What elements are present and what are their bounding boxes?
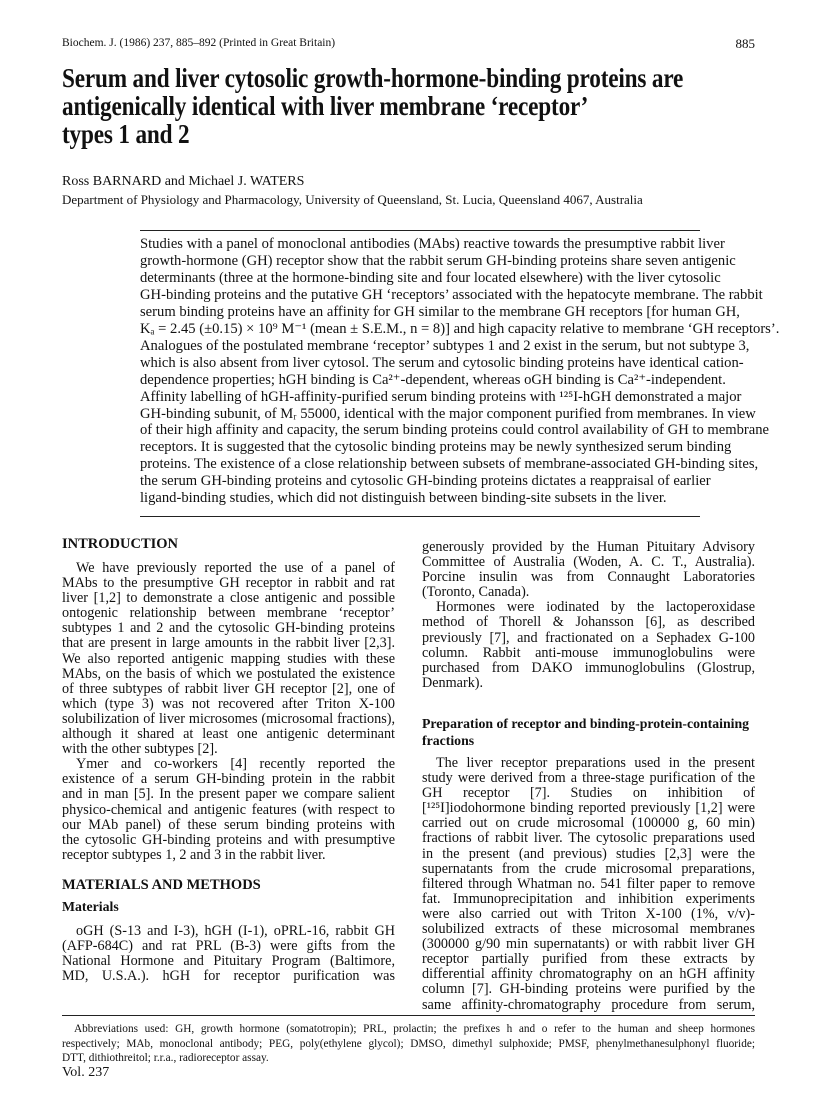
text-line: that are present in large amounts in the rabbit liver [2,3]. — [62, 635, 395, 652]
text-line: although it shared at least one antigenic determinant — [62, 726, 395, 743]
running-head: Biochem. J. (1986) 237, 885–892 (Printed in Great Britain) — [62, 37, 336, 49]
text-line: generously provided by the Human Pituitary Advisory — [422, 539, 755, 555]
text-line: Affinity labelling of hGH-affinity-purified serum binding proteins with ¹²⁵I-hGH demonstrated a major — [140, 388, 742, 405]
materials-heading: Materials — [62, 899, 119, 914]
text-line: GH-binding proteins and the putative GH ‘receptors’ associated with the hepatocyte membrane. The rabbit — [140, 286, 763, 303]
text-line: determinants (three at the hormone-binding site and four located elsewhere) with the liver cytosolic — [140, 269, 721, 286]
text-line: which is also absent from liver cytosol. The serum and cytosolic binding proteins have identical cation- — [140, 354, 744, 371]
text-line: Denmark). — [422, 674, 484, 691]
text-line: differential affinity chromatography on an hGH affinity — [422, 966, 755, 983]
text-line: receptors. It is suggested that the cytosolic binding proteins may be newly synthesized serum binding — [140, 439, 732, 456]
text-line: National Hormone and Pituitary Program (Baltimore, — [62, 953, 395, 970]
text-line: proteins. The existence of a close relationship between subsets of membrane-associated GH-binding sites, — [140, 456, 759, 473]
abstract — [140, 236, 780, 507]
introduction-heading: INTRODUCTION — [62, 536, 179, 552]
heading-line: fractions — [422, 732, 475, 748]
methods-heading: MATERIALS AND METHODS — [62, 877, 261, 893]
text-line: and in man [5]. In the present paper we compare salient — [62, 786, 395, 803]
text-line: with the other subtypes [2]. — [62, 741, 218, 758]
text-line: oGH (S-13 and I-3), hGH (I-1), oPRL-16, rabbit GH — [76, 923, 395, 939]
text-line: which (type 3) was not recovered after Triton X-100 — [62, 695, 395, 712]
abstract-top-rule — [140, 230, 700, 231]
text-line: solubilized extracts of these microsomal membranes — [422, 921, 755, 938]
footnote-line: respectively; MAb, monoclonal antibody; PEG, poly(ethylene glycol); DMSO, dimethyl sulphoxide; PMSF, phenylmethanesulphonyl fluoride; — [62, 1037, 755, 1050]
preparation-text — [422, 756, 755, 1013]
text-line: (300000 g/90 min supernatants) or with rabbit liver GH — [422, 936, 755, 953]
text-line: liver [1,2] to demonstrate a close antigenic and possible — [62, 590, 395, 607]
text-line: Studies with a panel of monoclonal antibodies (MAbs) reactive towards the presumptive rabbit liver — [140, 236, 725, 252]
text-line: in the present (and previous) studies [2,3] were the — [422, 845, 755, 862]
text-line: the serum GH-binding proteins and cytosolic GH-binding proteins dictates a reappraisal of earlier — [140, 473, 711, 490]
text-line: method of Thorell & Johansson [6], as described — [422, 614, 755, 631]
footnote — [62, 1022, 755, 1066]
text-line: same affinity-chromatography procedure from serum, — [422, 996, 755, 1013]
text-line: carried out on crude microsomal (100000 g, 60 min) — [422, 815, 755, 832]
text-line: (Toronto, Canada). — [422, 584, 530, 601]
text-line: receptor partially purified from these extracts by — [422, 951, 755, 968]
footnote-line: Abbreviations used: GH, growth hormone (somatotropin); PRL, prolactin; the prefixes h and o refer to the human and sheep hormones — [74, 1023, 755, 1035]
text-line: serum binding proteins have an affinity for GH similar to the membrane GH receptors [for human GH, — [140, 303, 740, 320]
abstract-bottom-rule — [140, 516, 700, 517]
introduction-text — [62, 561, 395, 863]
text-line: growth-hormone (GH) receptor show that the rabbit serum GH-binding proteins share seven antigenic — [140, 252, 736, 269]
materials-continued-text — [422, 540, 755, 691]
title-line: Serum and liver cytosolic growth-hormone-binding proteins are — [62, 63, 684, 93]
text-line: of three subtypes of rabbit liver GH receptor [2], one of — [62, 680, 395, 697]
text-line: the cytosolic GH-binding proteins and with presumptive — [62, 831, 395, 848]
text-line: filtered through Whatman no. 541 filter paper to remove — [422, 875, 755, 892]
text-line: We also reported antigenic mapping studies with these — [62, 650, 395, 667]
text-line: Kₐ = 2.45 (±0.15) × 10⁹ M⁻¹ (mean ± S.E.M., n = 8)] and high capacity relative to membrane ‘GH receptors’. — [140, 320, 780, 337]
text-line: our MAb panel) of these serum binding proteins with — [62, 816, 395, 833]
text-line: were also carried out with Triton X-100 (1%, v/v)- — [422, 905, 755, 922]
text-line: ontogenic relationship between membrane ‘receptor’ — [62, 605, 395, 622]
title-line: types 1 and 2 — [62, 119, 190, 149]
text-line: of their high affinity and capacity, the serum binding proteins could control availability of GH to membrane — [140, 422, 769, 439]
text-line: column [7]. GH-binding proteins were purified by the — [422, 981, 755, 998]
preparation-heading — [422, 716, 762, 749]
text-line: column. Rabbit anti-mouse immunoglobulins were — [422, 644, 755, 661]
affiliation: Department of Physiology and Pharmacology, University of Queensland, St. Lucia, Queensland 4067, Australia — [62, 192, 643, 207]
text-line: Ymer and co-workers [4] recently reported the — [76, 756, 395, 773]
article-title — [62, 64, 750, 148]
text-line: GH-binding subunit, of Mᵣ 55000, identical with the major component purified from membranes. In view — [140, 405, 756, 422]
text-line: fat. Immunoprecipitation and inhibition experiments — [422, 890, 755, 907]
text-line: physico-chemical and antigenic features (with respect to — [62, 801, 395, 818]
text-line: The liver receptor preparations used in the present — [436, 755, 755, 771]
text-line: (AFP-684C) and rat PRL (B-3) were gifts from the — [62, 938, 395, 955]
text-line: supernatants from the crude microsomal preparations, — [422, 860, 755, 877]
text-line: Committee of Australia (Woden, A. C. T., Australia). — [422, 554, 755, 571]
text-line: subtypes 1 and 2 and the cytosolic GH-binding proteins — [62, 620, 395, 637]
text-line: GH receptor [7]. Studies on inhibition of — [422, 785, 755, 802]
text-line: MAbs to the presumptive GH receptor in rabbit and rat — [62, 575, 395, 592]
volume-label: Vol. 237 — [62, 1065, 110, 1080]
materials-text — [62, 924, 395, 984]
text-line: fractions of rabbit liver. The cytosolic preparations used — [422, 830, 755, 847]
page-number: 885 — [735, 36, 755, 51]
text-line: Hormones were iodinated by the lactoperoxidase — [436, 599, 755, 616]
text-line: receptor subtypes 1, 2 and 3 in the rabbit liver. — [62, 846, 326, 863]
text-line: solubilization of liver microsomes (microsomal fractions), — [62, 710, 395, 727]
text-line: study were derived from a three-stage purification of the — [422, 770, 755, 787]
authors: Ross BARNARD and Michael J. WATERS — [62, 174, 305, 189]
text-line: purchased from DAKO immunoglobulins (Glostrup, — [422, 659, 755, 676]
text-line: Porcine insulin was from Connaught Laboratories — [422, 569, 755, 586]
footnote-rule — [62, 1015, 755, 1016]
title-line: antigenically identical with liver membrane ‘receptor’ — [62, 91, 589, 121]
footnote-line: DTT, dithiothreitol; r.r.a., radioreceptor assay. — [62, 1052, 269, 1064]
text-line: dependence properties; hGH binding is Ca²⁺-dependent, whereas oGH binding is Ca²⁺-independent. — [140, 371, 726, 388]
text-line: MAbs, on the basis of which we postulated the existence — [62, 665, 395, 682]
text-line: [¹²⁵I]iodohormone binding reported previously [1,2] were — [422, 800, 755, 817]
text-line: We have previously reported the use of a panel of — [76, 560, 395, 576]
text-line: previously [7], and fractionated on a Sephadex G-100 — [422, 629, 755, 646]
text-line: existence of a serum GH-binding protein in the rabbit — [62, 771, 395, 788]
text-line: MD, U.S.A.). hGH for receptor purification was — [62, 968, 395, 985]
text-line: ligand-binding studies, which did not distinguish between binding-site subsets in the liver. — [140, 490, 667, 507]
text-line: Analogues of the postulated membrane ‘receptor’ subtypes 1 and 2 exist in the serum, but not subtype 3, — [140, 337, 750, 354]
heading-line: Preparation of receptor and binding-protein-containing — [422, 716, 750, 731]
